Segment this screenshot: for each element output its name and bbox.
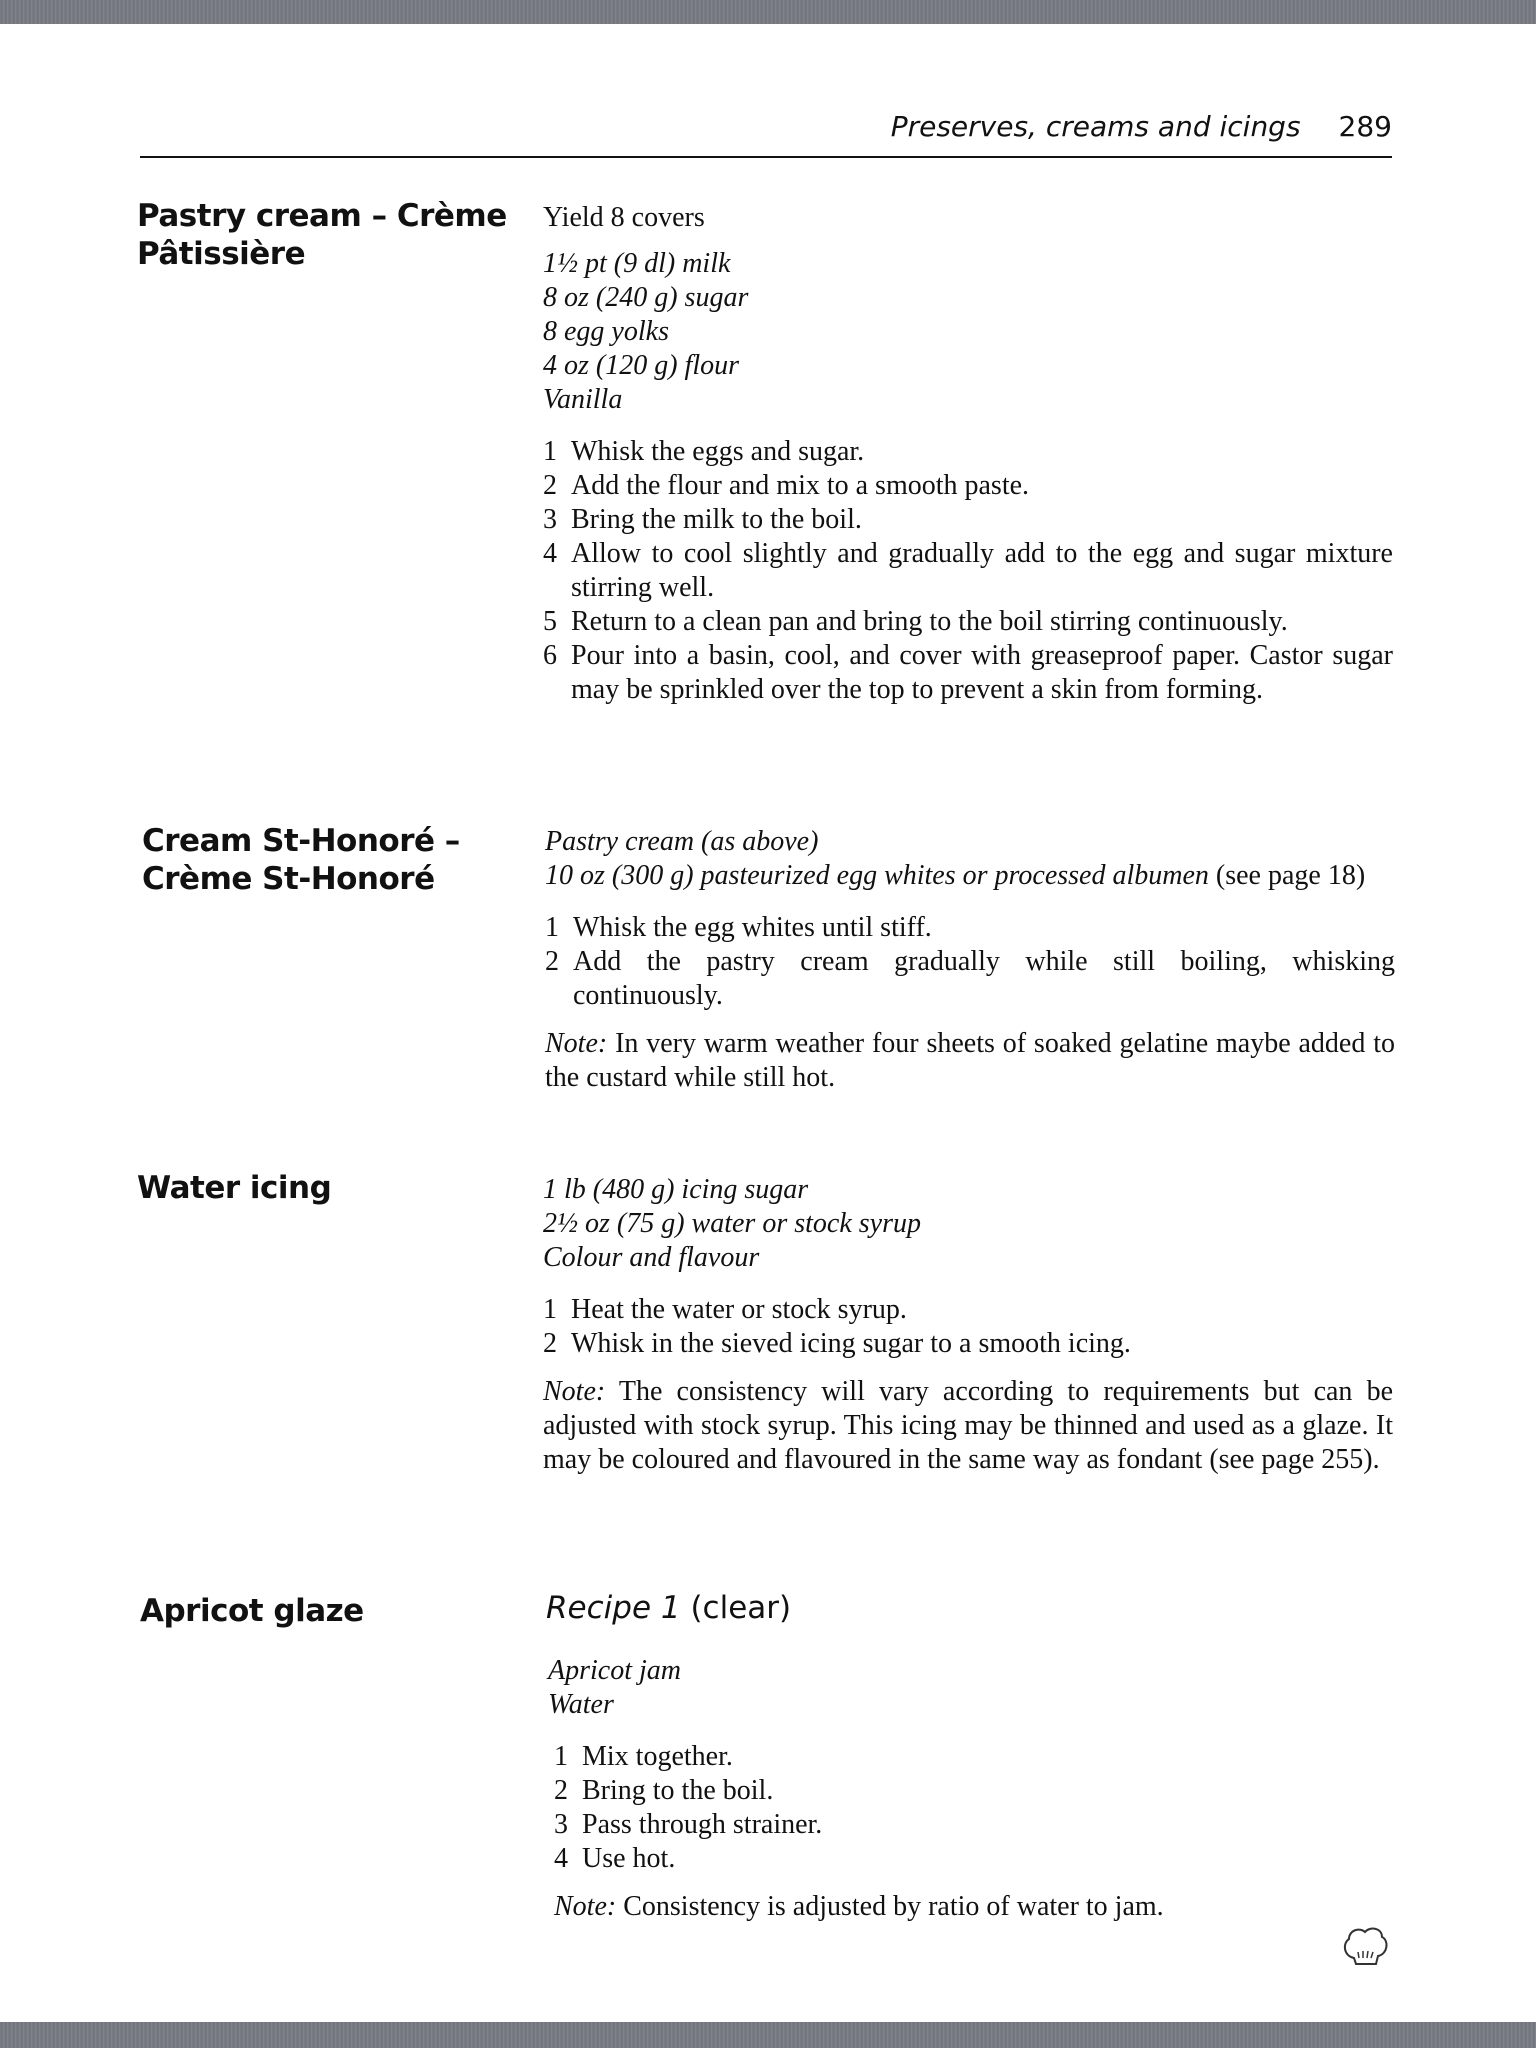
step-number: 1 (554, 1741, 568, 1772)
method-list (554, 1740, 1396, 1876)
recipe-body (543, 1173, 1393, 1477)
step-text: Use hot. (582, 1843, 676, 1874)
chef-hat-icon (1340, 1922, 1390, 1970)
running-head (891, 110, 1392, 150)
recipe-title-line: Cream St-Honoré – (142, 823, 460, 859)
step-text: Bring to the boil. (582, 1775, 774, 1806)
method-list (543, 1293, 1393, 1361)
step-text: Heat the water or stock syrup. (571, 1294, 907, 1325)
ingredient-list (548, 1654, 1396, 1722)
ingredient: 1½ pt (9 dl) milk (543, 248, 731, 279)
step-number: 4 (543, 538, 557, 569)
step-text: Add the flour and mix to a smooth paste. (571, 470, 1030, 501)
ingredient: Water (548, 1689, 614, 1720)
method-step (543, 469, 1393, 503)
step-number: 2 (545, 946, 559, 977)
ingredient: 1 lb (480 g) icing sugar (543, 1174, 809, 1205)
step-number: 2 (554, 1775, 568, 1806)
recipe-note (545, 1027, 1395, 1095)
method-step (543, 605, 1393, 639)
step-number: 4 (554, 1843, 568, 1874)
scan-edge-top (0, 0, 1536, 24)
recipe-variant-heading (546, 1588, 1396, 1628)
ingredient: Pastry cream (as above) (545, 826, 819, 857)
step-text: Allow to cool slightly and gradually add to the egg and sugar mixture stirring well. (571, 538, 1393, 603)
ingredient: 2½ oz (75 g) water or stock syrup (543, 1208, 921, 1239)
step-number: 6 (543, 640, 557, 671)
step-text: Pour into a basin, cool, and cover with greaseproof paper. Castor sugar may be sprinkled over the top to prevent a skin from forming. (571, 640, 1393, 705)
note-text: The consistency will vary according to requirements but can be adjusted with stock syrup. This icing may be thinned and used as a glaze. It may be coloured and flavoured in the same way as fondant (see page 255). (543, 1376, 1393, 1475)
note-label: Note: (554, 1891, 617, 1922)
recipe-title: Water icing (137, 1170, 332, 1206)
recipe-title-line: Crème St-Honoré (142, 861, 435, 897)
step-number: 1 (543, 436, 557, 467)
ingredient: Colour and flavour (543, 1242, 760, 1273)
method-step (543, 1327, 1393, 1361)
recipe-title-line: Pastry cream – Crème (137, 198, 507, 234)
method-step (554, 1842, 1396, 1876)
step-text: Return to a clean pan and bring to the boil stirring continuously. (571, 606, 1288, 637)
yield: Yield 8 covers (543, 202, 705, 233)
note-text: Consistency is adjusted by ratio of water to jam. (616, 1891, 1164, 1922)
ingredient: Apricot jam (548, 1655, 681, 1686)
note-text: In very warm weather four sheets of soaked gelatine maybe added to the custard while still hot. (545, 1028, 1395, 1093)
step-text: Pass through strainer. (582, 1809, 823, 1840)
ingredient (545, 859, 1395, 893)
note-label: Note: (543, 1376, 606, 1407)
recipe-title (142, 822, 460, 898)
ingredient: Vanilla (543, 384, 623, 415)
method-step (545, 911, 1395, 945)
step-text: Whisk the egg whites until stiff. (573, 912, 932, 943)
step-text: Whisk in the sieved icing sugar to a smooth icing. (571, 1328, 1131, 1359)
step-number: 1 (545, 912, 559, 943)
method-step (543, 1293, 1393, 1327)
step-text: Whisk the eggs and sugar. (571, 436, 865, 467)
step-number: 3 (554, 1809, 568, 1840)
method-step (543, 537, 1393, 605)
step-text: Mix together. (582, 1741, 733, 1772)
running-title: Preserves, creams and icings (890, 110, 1301, 143)
recipe-title-line: Pâtissière (137, 236, 306, 272)
method-step (545, 945, 1395, 1013)
recipe-variant-suffix: (clear) (680, 1590, 792, 1626)
ingredient: 4 oz (120 g) flour (543, 350, 739, 381)
ingredient-list (543, 1173, 1393, 1275)
method-step (554, 1774, 1396, 1808)
step-text: Bring the milk to the boil. (571, 504, 862, 535)
note-label: Note: (545, 1028, 608, 1059)
page-number: 289 (1338, 110, 1392, 143)
recipe-body (546, 1588, 1396, 1924)
recipe-title (137, 197, 507, 273)
recipe-title: Apricot glaze (140, 1593, 364, 1629)
method-step (543, 503, 1393, 537)
method-step (543, 435, 1393, 469)
method-list (543, 435, 1393, 707)
page-reference: (see page 18) (1208, 860, 1366, 891)
method-step (543, 639, 1393, 707)
recipe-note (543, 1375, 1393, 1477)
step-number: 2 (543, 470, 557, 501)
step-number: 5 (543, 606, 557, 637)
method-step (554, 1808, 1396, 1842)
method-step (554, 1740, 1396, 1774)
step-text: Add the pastry cream gradually while still boiling, whisking continuously. (573, 946, 1395, 1011)
recipe-body (543, 201, 1393, 721)
ingredient: 8 egg yolks (543, 316, 669, 347)
ingredient-text: 10 oz (300 g) pasteurized egg whites or processed albumen (545, 860, 1209, 891)
step-number: 3 (543, 504, 557, 535)
method-list (545, 911, 1395, 1013)
recipe-body (545, 825, 1395, 1095)
ingredient-list (545, 825, 1395, 893)
header-rule (140, 156, 1392, 158)
recipe-note (554, 1890, 1396, 1924)
recipe-variant-label: Recipe 1 (546, 1590, 681, 1626)
scan-edge-bottom (0, 2022, 1536, 2048)
ingredient-list (543, 247, 1393, 417)
step-number: 1 (543, 1294, 557, 1325)
ingredient: 8 oz (240 g) sugar (543, 282, 749, 313)
step-number: 2 (543, 1328, 557, 1359)
